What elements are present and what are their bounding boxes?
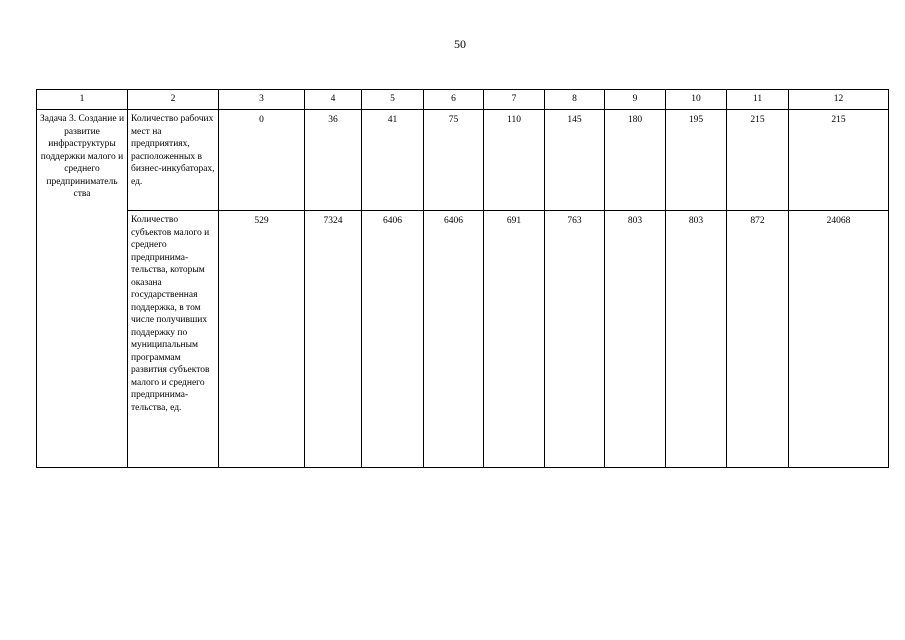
- value-cell: 872: [727, 211, 789, 468]
- page-number: 50: [454, 37, 466, 51]
- header-cell: 2: [128, 90, 219, 110]
- header-cell: 9: [605, 90, 666, 110]
- value-cell: 6406: [362, 211, 424, 468]
- indicator-label: Количество субъектов малого и среднего предпринима-тельства, которым оказана государственная поддержка, в том числе получивших поддержку по муниципальным программам развития субъектов малого и среднего предпринима-тельства, ед.: [128, 211, 219, 468]
- header-cell: 11: [727, 90, 789, 110]
- indicator-label: Количество рабочих мест на предприятиях, расположенных в бизнес-инкубаторах, ед.: [128, 110, 219, 211]
- header-cell: 8: [545, 90, 605, 110]
- header-cell: 7: [484, 90, 545, 110]
- table-row: [37, 110, 889, 211]
- value-cell: 803: [605, 211, 666, 468]
- task-label: Задача 3. Создание и развитие инфраструктуры поддержки малого и среднего предприниматель ства: [37, 110, 128, 468]
- header-cell: 6: [424, 90, 484, 110]
- value-cell: 180: [605, 110, 666, 211]
- value-cell: 195: [666, 110, 727, 211]
- data-table: [36, 89, 889, 468]
- header-row: [37, 90, 889, 110]
- header-cell: 12: [789, 90, 889, 110]
- value-cell: 24068: [789, 211, 889, 468]
- header-cell: 10: [666, 90, 727, 110]
- value-cell: 215: [727, 110, 789, 211]
- value-cell: 529: [219, 211, 305, 468]
- header-cell: 5: [362, 90, 424, 110]
- value-cell: 691: [484, 211, 545, 468]
- table-row: [37, 211, 889, 468]
- value-cell: 145: [545, 110, 605, 211]
- value-cell: 41: [362, 110, 424, 211]
- value-cell: 803: [666, 211, 727, 468]
- value-cell: 6406: [424, 211, 484, 468]
- value-cell: 75: [424, 110, 484, 211]
- value-cell: 110: [484, 110, 545, 211]
- header-cell: 1: [37, 90, 128, 110]
- value-cell: 763: [545, 211, 605, 468]
- value-cell: 7324: [305, 211, 362, 468]
- header-cell: 3: [219, 90, 305, 110]
- value-cell: 215: [789, 110, 889, 211]
- header-cell: 4: [305, 90, 362, 110]
- value-cell: 0: [219, 110, 305, 211]
- value-cell: 36: [305, 110, 362, 211]
